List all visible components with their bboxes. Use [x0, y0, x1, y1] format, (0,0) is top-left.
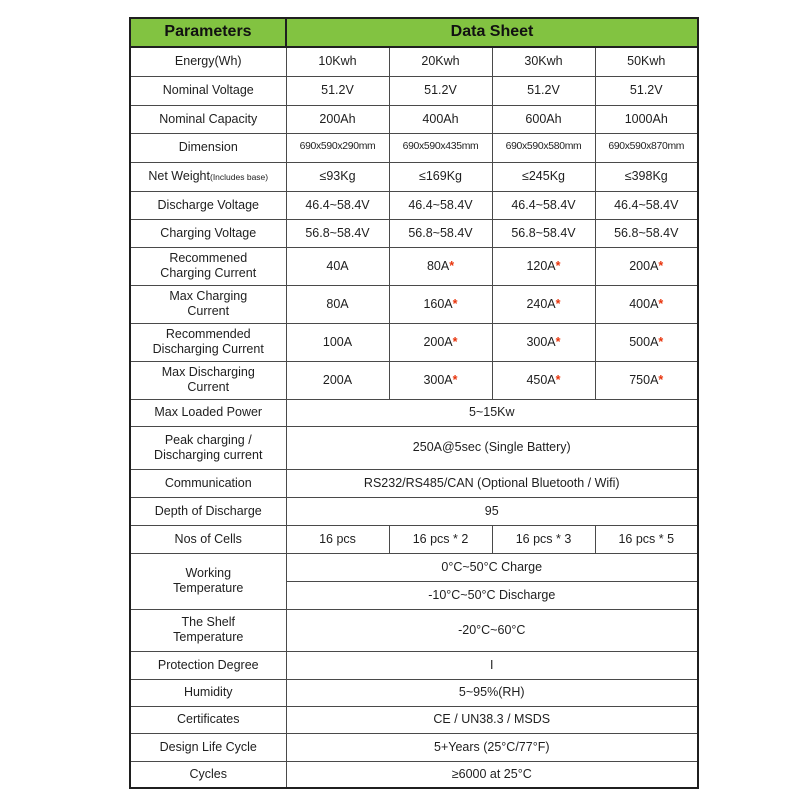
row-design-life-cycle: [130, 733, 698, 761]
net-weight-cell: ≤93Kg: [286, 162, 389, 191]
nominal-voltage-cell: 51.2V: [389, 76, 492, 105]
row-nominal-voltage-label: Nominal Voltage: [130, 76, 286, 105]
row-communication: [130, 469, 698, 497]
communication-value: RS232/RS485/CAN (Optional Bluetooth / Wifi): [286, 469, 698, 497]
label-line1: Peak charging /: [164, 432, 252, 447]
value-text: 80A: [426, 258, 450, 273]
footnote-asterisk: *: [658, 258, 664, 273]
net-weight-cell: ≤169Kg: [389, 162, 492, 191]
net-weight-cell: ≤398Kg: [595, 162, 698, 191]
footnote-asterisk: *: [555, 296, 561, 311]
label-line1: The Shelf: [181, 615, 235, 630]
max-discharging-cell: [492, 361, 595, 399]
nos-of-cells-cell: 16 pcs: [286, 525, 389, 553]
row-energy: [130, 47, 698, 76]
row-max-loaded-power-label: Max Loaded Power: [130, 399, 286, 426]
discharge-voltage-cell: 46.4~58.4V: [286, 191, 389, 219]
energy-10kwh: 10Kwh: [286, 47, 389, 76]
row-shelf-temperature-label: [130, 609, 286, 651]
data-sheet-header: Data Sheet: [286, 18, 698, 47]
net-weight-cell: ≤245Kg: [492, 162, 595, 191]
row-cycles: [130, 761, 698, 788]
dimension-cell: 690x590x870mm: [595, 133, 698, 162]
dimension-cell: 690x590x580mm: [492, 133, 595, 162]
row-nos-of-cells-label: Nos of Cells: [130, 525, 286, 553]
energy-50kwh: 50Kwh: [595, 47, 698, 76]
footnote-asterisk: *: [452, 372, 458, 387]
energy-30kwh: 30Kwh: [492, 47, 595, 76]
working-temperature-discharge-value: -10°C~50°C Discharge: [286, 581, 698, 609]
rec-charging-cell: [389, 247, 492, 285]
max-discharging-cell: [595, 361, 698, 399]
row-nominal-capacity-label: Nominal Capacity: [130, 105, 286, 133]
depth-of-discharge-value: 95: [286, 497, 698, 525]
row-working-temperature-label: [130, 553, 286, 609]
value-text: 80A: [326, 296, 349, 311]
value-text: 450A: [526, 372, 556, 387]
value-text: 200A: [629, 258, 659, 273]
row-net-weight-label: [130, 162, 286, 191]
label-line2: Discharging Current: [152, 342, 264, 356]
row-cycles-label: Cycles: [130, 761, 286, 788]
datasheet: [129, 17, 699, 789]
nos-of-cells-cell: 16 pcs * 2: [389, 525, 492, 553]
row-charging-voltage: [130, 219, 698, 247]
row-protection-degree-label: Protection Degree: [130, 651, 286, 679]
header-row: [130, 18, 698, 47]
row-peak-current-label: [130, 426, 286, 469]
label-line1: Working: [185, 566, 232, 581]
rec-discharging-cell: [492, 323, 595, 361]
row-max-loaded-power: [130, 399, 698, 426]
rec-discharging-cell: [286, 323, 389, 361]
dimension-cell: 690x590x290mm: [286, 133, 389, 162]
nominal-capacity-cell: 600Ah: [492, 105, 595, 133]
certificates-value: CE / UN38.3 / MSDS: [286, 706, 698, 733]
row-max-charging-current: [130, 285, 698, 323]
charging-voltage-cell: 56.8~58.4V: [389, 219, 492, 247]
nominal-voltage-cell: 51.2V: [595, 76, 698, 105]
row-charging-voltage-label: Charging Voltage: [130, 219, 286, 247]
nos-of-cells-cell: 16 pcs * 3: [492, 525, 595, 553]
nominal-capacity-cell: 400Ah: [389, 105, 492, 133]
row-recommended-charging-current: [130, 247, 698, 285]
value-text: 400A: [629, 296, 659, 311]
footnote-asterisk: *: [452, 334, 458, 349]
charging-voltage-cell: 56.8~58.4V: [492, 219, 595, 247]
label-line2: Current: [187, 304, 230, 318]
footnote-asterisk: *: [658, 296, 664, 311]
nominal-capacity-cell: 200Ah: [286, 105, 389, 133]
net-weight-label-note: (Includes base): [209, 172, 269, 183]
row-nos-of-cells: [130, 525, 698, 553]
row-nominal-voltage: [130, 76, 698, 105]
footnote-asterisk: *: [555, 372, 561, 387]
nominal-capacity-cell: 1000Ah: [595, 105, 698, 133]
row-nominal-capacity: [130, 105, 698, 133]
data-sheet-table: [129, 17, 699, 789]
row-discharge-voltage-label: Discharge Voltage: [130, 191, 286, 219]
footnote-asterisk: *: [555, 334, 561, 349]
peak-current-value: 250A@5sec (Single Battery): [286, 426, 698, 469]
value-text: 300A: [526, 334, 556, 349]
discharge-voltage-cell: 46.4~58.4V: [595, 191, 698, 219]
rec-charging-cell: [286, 247, 389, 285]
row-max-discharging-current-label: [130, 361, 286, 399]
rec-charging-cell: [492, 247, 595, 285]
row-humidity: [130, 679, 698, 706]
row-recommended-charging-current-label: [130, 247, 286, 285]
row-humidity-label: Humidity: [130, 679, 286, 706]
value-text: 100A: [322, 334, 353, 349]
dimension-cell: 690x590x435mm: [389, 133, 492, 162]
row-protection-degree: [130, 651, 698, 679]
nominal-voltage-cell: 51.2V: [286, 76, 389, 105]
discharge-voltage-cell: 46.4~58.4V: [389, 191, 492, 219]
row-shelf-temperature: [130, 609, 698, 651]
humidity-value: 5~95%(RH): [286, 679, 698, 706]
row-design-life-cycle-label: Design Life Cycle: [130, 733, 286, 761]
row-certificates: [130, 706, 698, 733]
rec-discharging-cell: [595, 323, 698, 361]
row-peak-current: [130, 426, 698, 469]
max-discharging-cell: [286, 361, 389, 399]
value-text: 120A: [526, 258, 556, 273]
charging-voltage-cell: 56.8~58.4V: [595, 219, 698, 247]
label-line2: Temperature: [173, 630, 244, 644]
row-depth-of-discharge-label: Depth of Discharge: [130, 497, 286, 525]
value-text: 160A: [423, 296, 453, 311]
row-working-temperature: [130, 553, 698, 581]
charging-voltage-cell: 56.8~58.4V: [286, 219, 389, 247]
row-max-discharging-current: [130, 361, 698, 399]
design-life-cycle-value: 5+Years (25°C/77°F): [286, 733, 698, 761]
label-line1: Max Discharging: [161, 365, 255, 380]
max-loaded-power-value: 5~15Kw: [286, 399, 698, 426]
row-dimension-label: Dimension: [130, 133, 286, 162]
row-recommended-discharging-current: [130, 323, 698, 361]
rec-discharging-cell: [389, 323, 492, 361]
cycles-value: ≥6000 at 25°C: [286, 761, 698, 788]
working-temperature-charge-value: 0°C~50°C Charge: [286, 553, 698, 581]
label-line2: Discharging current: [154, 447, 263, 462]
max-charging-cell: [595, 285, 698, 323]
nominal-voltage-cell: 51.2V: [492, 76, 595, 105]
value-text: 200A: [322, 372, 353, 387]
label-line1: Recommended: [165, 327, 251, 342]
row-net-weight: [130, 162, 698, 191]
max-charging-cell: [286, 285, 389, 323]
discharge-voltage-cell: 46.4~58.4V: [492, 191, 595, 219]
max-charging-cell: [492, 285, 595, 323]
value-text: 300A: [423, 372, 453, 387]
label-line2: Charging Current: [160, 266, 257, 280]
value-text: 240A: [526, 296, 556, 311]
value-text: 200A: [423, 334, 453, 349]
footnote-asterisk: *: [658, 372, 664, 387]
row-depth-of-discharge: [130, 497, 698, 525]
row-energy-label: Energy(Wh): [130, 47, 286, 76]
footnote-asterisk: *: [658, 334, 664, 349]
row-certificates-label: Certificates: [130, 706, 286, 733]
rec-charging-cell: [595, 247, 698, 285]
footnote-asterisk: *: [555, 258, 561, 273]
row-dimension: [130, 133, 698, 162]
footnote-asterisk: *: [452, 296, 458, 311]
label-line2: Current: [187, 380, 230, 394]
nos-of-cells-cell: 16 pcs * 5: [595, 525, 698, 553]
value-text: 40A: [326, 258, 349, 273]
value-text: 750A: [629, 372, 659, 387]
energy-20kwh: 20Kwh: [389, 47, 492, 76]
protection-degree-value: I: [286, 651, 698, 679]
parameters-header: Parameters: [130, 18, 286, 47]
row-recommended-discharging-current-label: [130, 323, 286, 361]
row-max-charging-current-label: [130, 285, 286, 323]
row-discharge-voltage: [130, 191, 698, 219]
label-line2: Temperature: [173, 581, 244, 595]
value-text: 500A: [629, 334, 659, 349]
max-discharging-cell: [389, 361, 492, 399]
label-line1: Max Charging: [169, 289, 248, 304]
max-charging-cell: [389, 285, 492, 323]
net-weight-label-text: Net Weight: [148, 169, 210, 184]
label-line1: Recommened: [169, 251, 248, 266]
footnote-asterisk: *: [449, 258, 455, 273]
row-communication-label: Communication: [130, 469, 286, 497]
shelf-temperature-value: -20°C~60°C: [286, 609, 698, 651]
